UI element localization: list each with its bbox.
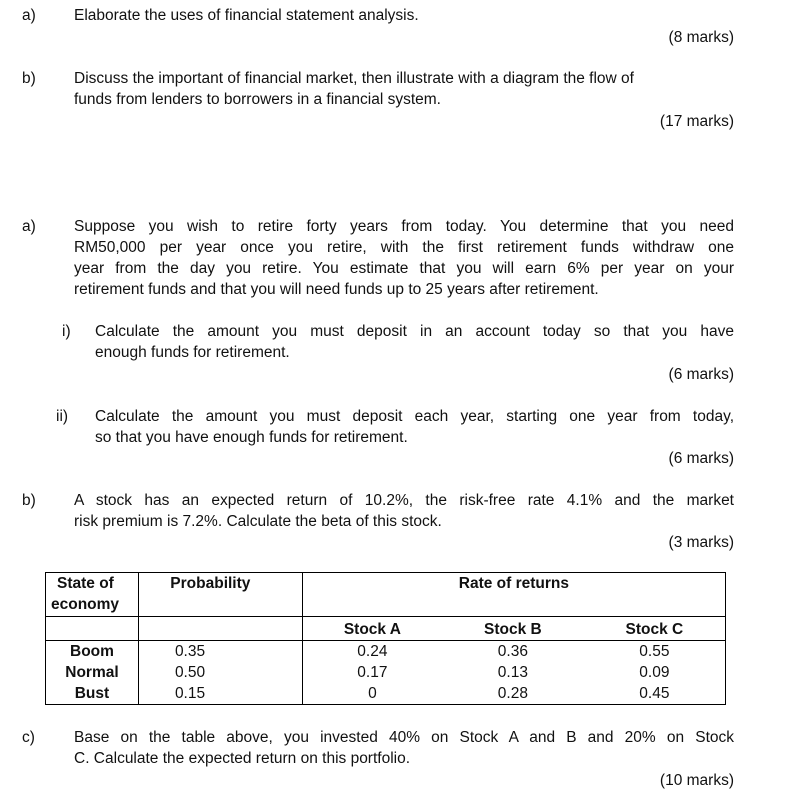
- state-cell: Normal: [46, 662, 139, 683]
- header-state-line2: economy: [51, 596, 120, 613]
- sub-question-label: ii): [56, 408, 69, 425]
- question-text-line: Discuss the important of financial market, then illustrate with a diagram the flow of: [74, 70, 634, 87]
- question-text-line: Suppose you wish to retire forty years from today. You determine that you need: [74, 218, 734, 235]
- question-text: Elaborate the uses of financial statement analysis.: [74, 7, 419, 24]
- stock-c-header: Stock C: [584, 617, 726, 641]
- question-text-line: A stock has an expected return of 10.2%, the risk-free rate 4.1% and the market: [74, 492, 734, 509]
- marks: (8 marks): [668, 29, 734, 46]
- question-text-line: Base on the table above, you invested 40% on Stock A and B and 20% on Stock: [74, 729, 734, 746]
- header-probability: Probability: [138, 573, 302, 617]
- stock-a-cell: 0.17: [302, 662, 442, 683]
- stock-a-header: Stock A: [302, 617, 442, 641]
- question-label: b): [22, 70, 36, 87]
- state-cell: Boom: [46, 641, 139, 663]
- state-cell: Bust: [46, 683, 139, 705]
- spacer-cell: [138, 617, 302, 641]
- question-text-line: risk premium is 7.2%. Calculate the beta of this stock.: [74, 513, 442, 530]
- marks: (3 marks): [668, 534, 734, 551]
- stock-b-cell: 0.36: [442, 641, 584, 663]
- returns-table: [45, 572, 726, 705]
- stock-b-cell: 0.28: [442, 683, 584, 705]
- marks: (17 marks): [659, 113, 734, 130]
- marks: (10 marks): [659, 772, 734, 789]
- table-row: [46, 683, 726, 705]
- probability-cell: 0.35: [138, 641, 302, 663]
- question-label: a): [22, 7, 36, 24]
- question-label: a): [22, 218, 36, 235]
- marks: (6 marks): [668, 450, 734, 467]
- header-state-line1: State of: [57, 575, 114, 592]
- sub-question-text-line: so that you have enough funds for retirement.: [95, 429, 408, 446]
- stock-a-cell: 0.24: [302, 641, 442, 663]
- stock-c-cell: 0.45: [584, 683, 726, 705]
- sub-question-text-line: Calculate the amount you must deposit each year, starting one year from today,: [95, 408, 734, 425]
- table-row: [46, 641, 726, 663]
- question-text-line: funds from lenders to borrowers in a financial system.: [74, 91, 441, 108]
- question-text-line: C. Calculate the expected return on this portfolio.: [74, 750, 411, 767]
- probability-cell: 0.15: [138, 683, 302, 705]
- stock-c-cell: 0.09: [584, 662, 726, 683]
- stock-b-cell: 0.13: [497, 664, 528, 681]
- header-rate-of-returns: Rate of returns: [302, 573, 725, 617]
- question-label: c): [22, 729, 35, 746]
- header-state: [46, 573, 139, 617]
- spacer-cell: [46, 617, 139, 641]
- sub-question-label: i): [62, 323, 71, 340]
- stock-a-cell: 0: [302, 683, 442, 705]
- question-label: b): [22, 492, 36, 509]
- question-text-line: RM50,000 per year once you retire, with the first retirement funds withdraw one: [74, 239, 734, 256]
- stock-b-header: Stock B: [484, 621, 542, 638]
- sub-question-text-line: enough funds for retirement.: [95, 344, 290, 361]
- question-text-line: retirement funds and that you will need funds up to 25 years after retirement.: [74, 281, 599, 298]
- probability-cell: 0.50: [138, 662, 302, 683]
- question-text-line: year from the day you retire. You estimate that you will earn 6% per year on your: [74, 260, 734, 277]
- marks: (6 marks): [668, 366, 734, 383]
- table-row: [46, 662, 726, 683]
- stock-c-cell: 0.55: [584, 641, 726, 663]
- sub-question-text-line: Calculate the amount you must deposit in an account today so that you have: [95, 323, 734, 340]
